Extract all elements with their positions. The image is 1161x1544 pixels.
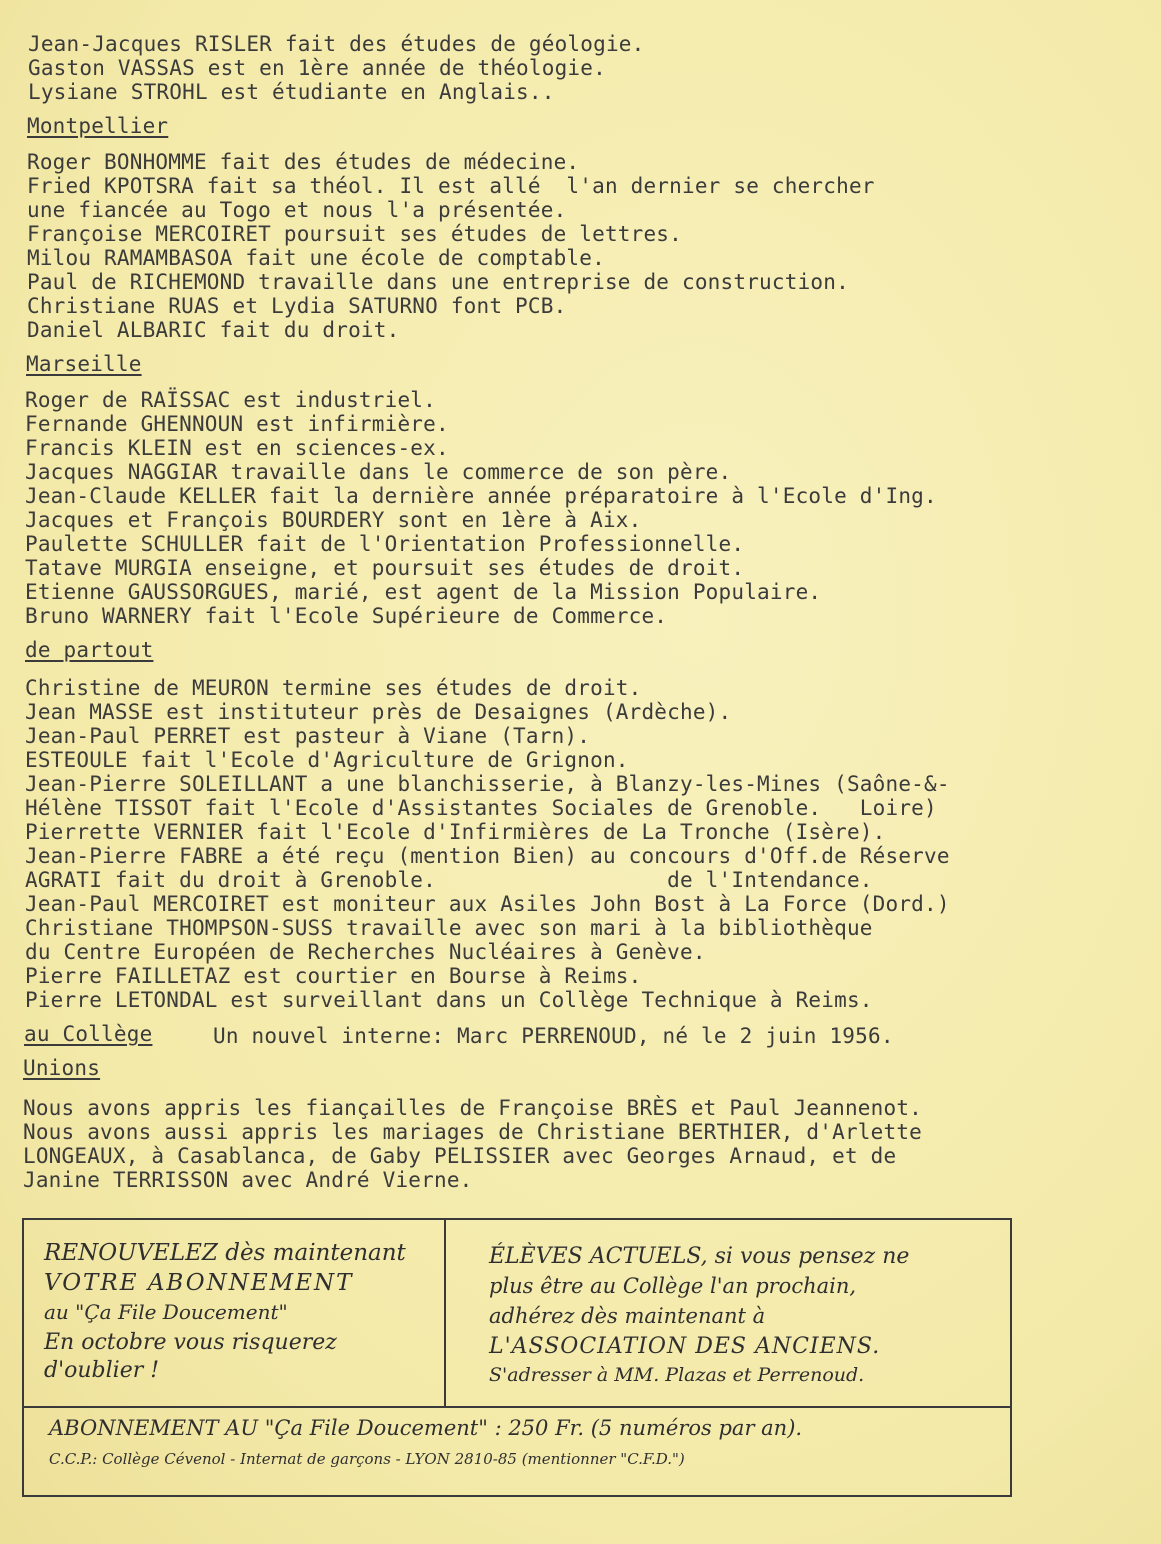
box-right-line: S'adresser à MM. Plazas et Perrenoud. xyxy=(489,1364,865,1386)
text-line: Milou RAMAMBASOA fait une école de comptable. xyxy=(27,246,605,270)
text-line: Daniel ALBARIC fait du droit. xyxy=(27,318,400,342)
text-line: Roger BONHOMME fait des études de médecine. xyxy=(27,150,580,174)
text-line: Christine de MEURON termine ses études de droit. xyxy=(25,676,642,700)
section-heading-au-college: au Collège xyxy=(24,1022,153,1046)
box-left-line: RENOUVELEZ dès maintenant xyxy=(44,1240,406,1266)
text-line: Pierre LETONDAL est surveillant dans un Collège Technique à Reims. xyxy=(25,988,873,1012)
text-line: Hélène TISSOT fait l'Ecole d'Assistantes Sociales de Grenoble. Loire) xyxy=(25,796,937,820)
text-line: Paulette SCHULLER fait de l'Orientation Professionnelle. xyxy=(25,532,745,556)
text-line: Nous avons aussi appris les mariages de Christiane BERTHIER, d'Arlette xyxy=(23,1120,923,1144)
section-heading-de-partout: de partout xyxy=(25,638,154,662)
text-line: Christiane THOMPSON-SUSS travaille avec son mari à la bibliothèque xyxy=(25,916,873,940)
text-line: ESTEOULE fait l'Ecole d'Agriculture de Grignon. xyxy=(25,748,629,772)
text-line: AGRATI fait du droit à Grenoble. de l'Intendance. xyxy=(25,868,873,892)
box-right-line: ÉLÈVES ACTUELS, si vous pensez ne xyxy=(489,1244,910,1269)
text-line: Etienne GAUSSORGUES, marié, est agent de la Mission Populaire. xyxy=(25,580,822,604)
section-heading-montpellier: Montpellier xyxy=(27,114,169,138)
box-right-line: adhérez dès maintenant à xyxy=(489,1304,766,1328)
text-line: Pierre FAILLETAZ est courtier en Bourse à Reims. xyxy=(25,964,642,988)
text-line: Bruno WARNERY fait l'Ecole Supérieure de Commerce. xyxy=(25,604,668,628)
text-line: Jean-Pierre SOLEILLANT a une blanchisserie, à Blanzy-les-Mines (Saône-&- xyxy=(25,772,950,796)
text-line: Lysiane STROHL est étudiante en Anglais.. xyxy=(28,80,555,104)
box-bottom-line: ABONNEMENT AU "Ça File Doucement" : 250 Fr. (5 numéros par an). xyxy=(49,1416,803,1440)
box-right-line: plus être au Collège l'an prochain, xyxy=(489,1274,857,1298)
text-line: Fernande GHENNOUN est infirmière. xyxy=(25,412,449,436)
text-line: Jean MASSE est instituteur près de Desaignes (Ardèche). xyxy=(25,700,732,724)
box-left-line: En octobre vous risquerez xyxy=(44,1330,337,1355)
box-right-line: L'ASSOCIATION DES ANCIENS. xyxy=(489,1334,881,1359)
text-line: Christiane RUAS et Lydia SATURNO font PCB. xyxy=(27,294,567,318)
text-line: Francis KLEIN est en sciences-ex. xyxy=(25,436,449,460)
text-line: Paul de RICHEMOND travaille dans une entreprise de construction. xyxy=(27,270,849,294)
text-line: Tatave MURGIA enseigne, et poursuit ses études de droit. xyxy=(25,556,745,580)
text-line: Fried KPOTSRA fait sa théol. Il est allé l'an dernier se chercher xyxy=(27,174,875,198)
text-line: Jean-Claude KELLER fait la dernière année préparatoire à l'Ecole d'Ing. xyxy=(25,484,937,508)
text-line: Roger de RAÏSSAC est industriel. xyxy=(25,388,436,412)
text-line: Jean-Jacques RISLER fait des études de géologie. xyxy=(28,32,645,56)
text-line: Jacques NAGGIAR travaille dans le commerce de son père. xyxy=(25,460,732,484)
text-line: Jean-Paul PERRET est pasteur à Viane (Tarn). xyxy=(25,724,591,748)
text-line: Nous avons appris les fiançailles de Françoise BRÈS et Paul Jeannenot. xyxy=(23,1096,923,1120)
text-line: Jean-Pierre FABRE a été reçu (mention Bien) au concours d'Off.de Réserve xyxy=(25,844,950,868)
text-line: Un nouvel interne: Marc PERRENOUD, né le 2 juin 1956. xyxy=(213,1024,894,1048)
text-line: Gaston VASSAS est en 1ère année de théologie. xyxy=(28,56,606,80)
text-line: LONGEAUX, à Casablanca, de Gaby PELISSIER avec Georges Arnaud, et de xyxy=(23,1144,897,1168)
box-bottom-line: C.C.P.: Collège Cévenol - Internat de garçons - LYON 2810-85 (mentionner "C.F.D.") xyxy=(49,1450,685,1468)
box-divider-horizontal xyxy=(24,1406,1010,1408)
subscription-box xyxy=(22,1218,1012,1497)
section-heading-unions: Unions xyxy=(23,1056,101,1080)
text-line: Janine TERRISSON avec André Vierne. xyxy=(23,1168,473,1192)
box-divider-vertical xyxy=(444,1220,446,1406)
box-left-line: VOTRE ABONNEMENT xyxy=(44,1270,354,1296)
text-line: Françoise MERCOIRET poursuit ses études de lettres. xyxy=(27,222,682,246)
text-line: Pierrette VERNIER fait l'Ecole d'Infirmières de La Tronche (Isère). xyxy=(25,820,886,844)
box-left-line: d'oublier ! xyxy=(44,1358,160,1383)
section-heading-marseille: Marseille xyxy=(26,352,142,376)
text-line: Jean-Paul MERCOIRET est moniteur aux Asiles John Bost à La Force (Dord.) xyxy=(25,892,950,916)
text-line: du Centre Européen de Recherches Nucléaires à Genève. xyxy=(25,940,706,964)
text-line: Jacques et François BOURDERY sont en 1ère à Aix. xyxy=(25,508,642,532)
text-line: une fiancée au Togo et nous l'a présentée. xyxy=(27,198,567,222)
box-left-line: au "Ça File Doucement" xyxy=(44,1300,288,1324)
